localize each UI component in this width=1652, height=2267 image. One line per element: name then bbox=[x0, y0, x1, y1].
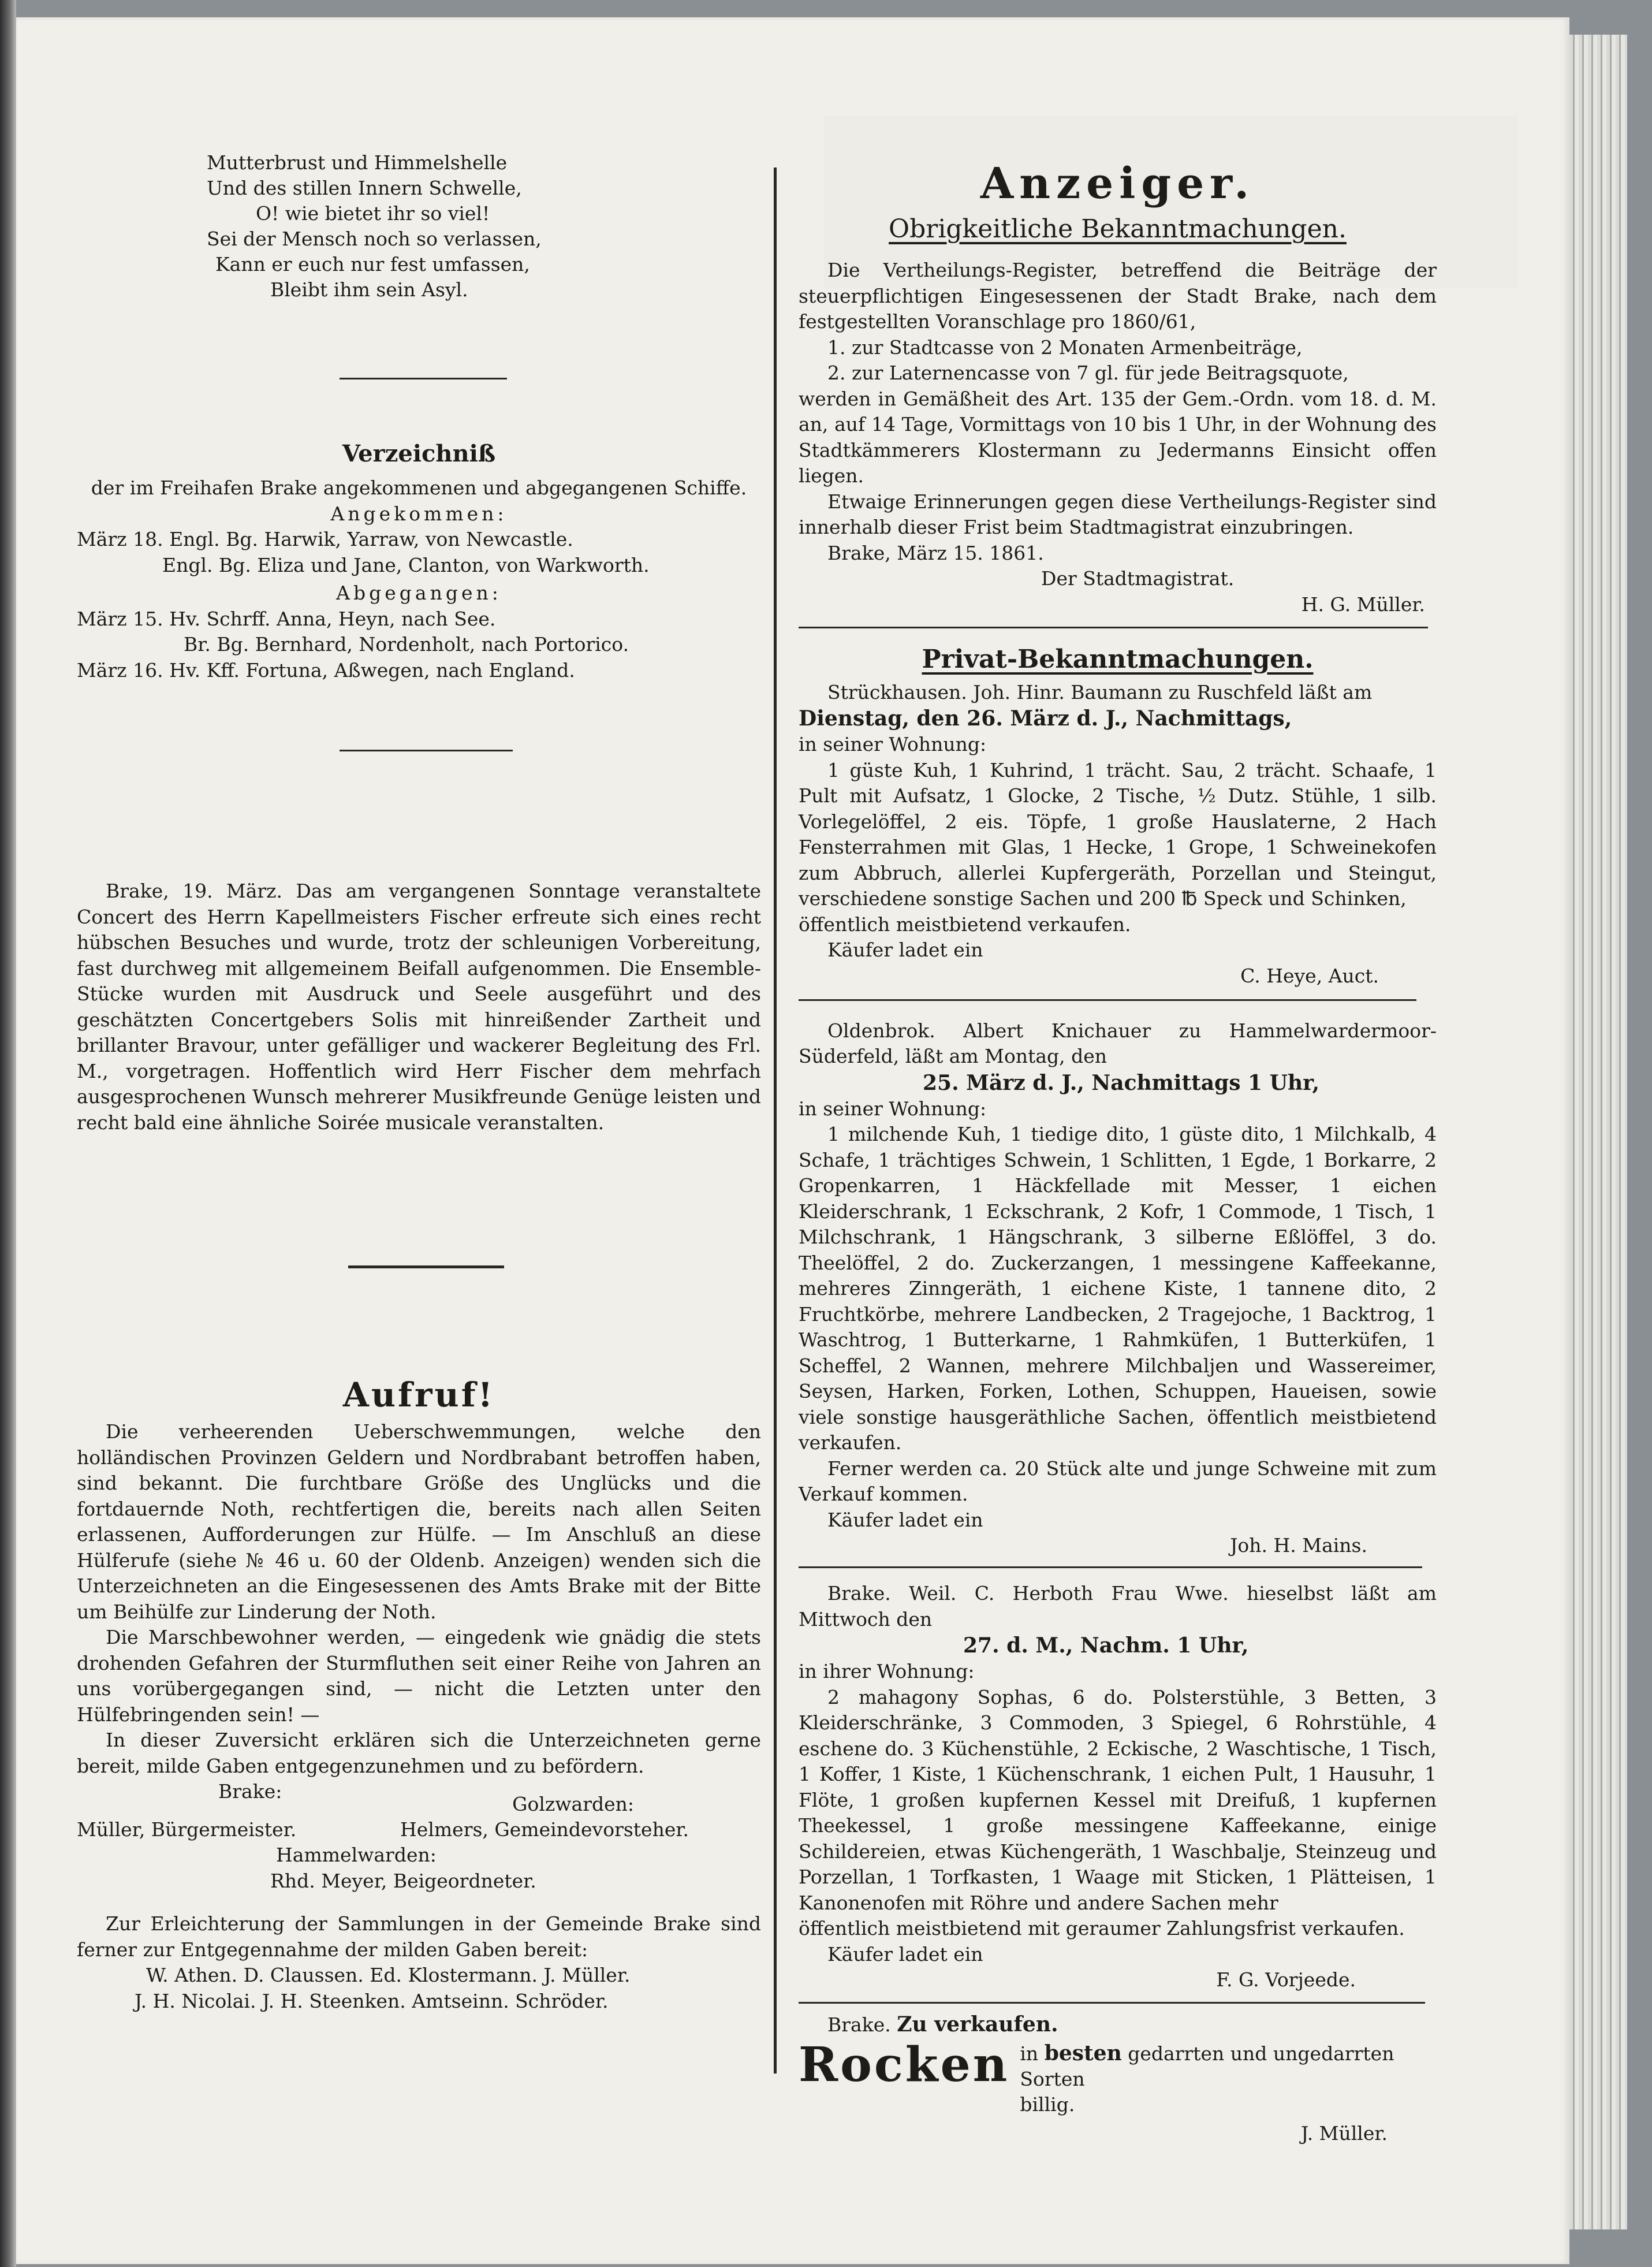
book-binding bbox=[0, 0, 16, 2267]
ad-date: 27. d. M., Nachm. 1 Uhr, bbox=[963, 1633, 1249, 1658]
ad-place: in seiner Wohnung: bbox=[799, 733, 987, 755]
ad-place: in seiner Wohnung: bbox=[799, 1097, 987, 1120]
notice-authority: Der Stadtmagistrat. bbox=[1041, 567, 1235, 590]
ad-buyers: Käufer ladet ein bbox=[827, 1508, 983, 1531]
ad-buyers: Käufer ladet ein bbox=[827, 939, 983, 961]
product-line-2: billig. bbox=[1020, 2093, 1075, 2116]
left-column bbox=[77, 147, 761, 2014]
departed-label: Abgegangen: bbox=[336, 582, 502, 604]
ad-items: 1 güste Kuh, 1 Kuhrind, 1 trächt. Sau, 2 trächt. Schaafe, 1 Pult mit Aufsatz, 1 Glocke, 2 Tische, ½ Dutz. Stühle, 1 silb. Vorlegelöffel, 2 eis. Töpfe, 1 große Hauslaterne, 2 Hach Fensterrahmen mit Glas, 1 Hecke, 1 Grope, 1 Schweinekofen zum Abbruch, allerlei Kupfergeräth, Porzellan und Steingut, verschiedene sonstige Sachen und 200 ℔ Speck und Schinken, bbox=[799, 758, 1437, 910]
ad-date: 25. März d. J., Nachmittags 1 Uhr, bbox=[923, 1070, 1320, 1095]
newspaper-page bbox=[16, 17, 1569, 2264]
ad-label: Zu verkaufen. bbox=[897, 2012, 1058, 2037]
ad-items: 1 milchende Kuh, 1 tiedige dito, 1 güste dito, 1 Milchkalb, 4 Schafe, 1 trächtiges Schwein, 1 Schlitten, 1 Egde, 1 Borkarre, 2 Gropenkarren, 1 Häckfellade mit Messer, 1 eichen Kleiderschrank, 1 Eckschrank, 2 Kofr, 1 Commode, 1 Tisch, 1 Milchschrank, 1 Hängschrank, 3 silberne Eßlöffel, 3 do. Theelöffel, 2 do. Zuckerzangen, 1 messingene Kaffeekanne, mehreres Zinngeräth, 1 eichene Kiste, 1 tannene dito, 2 Fruchtkörbe, mehrere Landbecken, 2 Tragejoche, 1 Backtrog, 1 Waschtrog, 1 Butterkarne, 1 Rahmküfen, 1 Butterküfen, 1 Scheffel, 2 Wannen, mehrere Milchbaljen und Wassereimer, Seysen, Harken, Forken, Lothen, Schuppen, Haueisen, sowie viele sonstige hausgeräthliche Sachen, öffentlich meistbietend verkaufen. bbox=[799, 1123, 1437, 1454]
notice-item: 2. zur Laternencasse von 7 gl. für jede Beitragsquote, bbox=[827, 362, 1349, 384]
signer: Müller, Bürgermeister. bbox=[77, 1818, 297, 1841]
auction-ad bbox=[799, 1581, 1437, 1993]
poem-line: Kann er euch nur fest umfassen, bbox=[215, 253, 530, 276]
notice-signature: H. G. Müller. bbox=[1301, 593, 1425, 616]
ship-entry: März 15. Hv. Schrff. Anna, Heyn, nach See. bbox=[77, 607, 496, 630]
ship-entry: Br. Bg. Bernhard, Nordenholt, nach Portorico. bbox=[184, 633, 629, 656]
poem-line: Und des stillen Innern Schwelle, bbox=[207, 177, 522, 199]
aufruf-paragraph: Zur Erleichterung der Sammlungen in der Gemeinde Brake sind ferner zur Entgegennahme der milden Gaben bereit: bbox=[77, 1912, 761, 1961]
signer: Rhd. Meyer, Beigeordneter. bbox=[270, 1869, 536, 1892]
ad-paragraph: Ferner werden ca. 20 Stück alte und junge Schweine mit zum Verkauf kommen. bbox=[799, 1457, 1437, 1505]
aufruf-paragraph: In dieser Zuversicht erklären sich die Unterzeichneten gerne bereit, milde Gaben entgegenzunehmen und zu befördern. bbox=[77, 1729, 761, 1777]
ad-place: in ihrer Wohnung: bbox=[799, 1660, 975, 1682]
notice-paragraph: werden in Gemäßheit des Art. 135 der Gem.-Ordn. vom 18. d. M. an, auf 14 Tage, Vormittags von 10 bis 1 Uhr, in der Wohnung des Stadtkämmerers Klostermann zu Jedermanns Einsicht offen liegen. bbox=[799, 387, 1437, 487]
product-text: in bbox=[1020, 2042, 1039, 2065]
ad-end: öffentlich meistbietend verkaufen. bbox=[799, 913, 1131, 936]
product-text: gedarrten und ungedarrten Sorten bbox=[1020, 2042, 1394, 2090]
poem-line: Mutterbrust und Himmelshelle bbox=[207, 151, 508, 174]
product-text-bold: besten bbox=[1044, 2041, 1122, 2065]
aufruf-title: Aufruf! bbox=[342, 1375, 495, 1414]
product-line-1 bbox=[1020, 2041, 1437, 2092]
separator-rule bbox=[799, 1566, 1422, 1568]
collector-names: W. Athen. D. Claussen. Ed. Klostermann. J. Müller. bbox=[146, 1964, 631, 1986]
poem-line: Bleibt ihm sein Asyl. bbox=[270, 278, 468, 301]
ships-title: Verzeichniß bbox=[342, 440, 496, 467]
poem bbox=[77, 150, 761, 303]
notice-paragraph: Die Vertheilungs-Register, betreffend die Beiträge der steuerpflichtigen Eingesessenen der Stadt Brake, nach dem festgestellten Voranschlage pro 1860/61, bbox=[799, 259, 1437, 333]
sale-ad bbox=[799, 2012, 1437, 2146]
ships-list bbox=[77, 440, 761, 683]
page-edges bbox=[1569, 35, 1627, 2229]
ad-signature: J. Müller. bbox=[1301, 2121, 1388, 2145]
ad-intro: Brake. bbox=[827, 2013, 891, 2036]
collector-names: J. H. Nicolai. J. H. Steenken. Amtseinn. Schröder. bbox=[135, 1989, 609, 2012]
product-line bbox=[799, 2038, 1437, 2117]
signer-row bbox=[77, 1817, 761, 1842]
official-notices-title: Obrigkeitliche Bekanntmachungen. bbox=[889, 214, 1347, 244]
aufruf-section bbox=[77, 1375, 761, 2014]
aufruf-paragraph: Die verheerenden Ueberschwemmungen, welche den holländischen Provinzen Geldern und Nordbrabant betroffen haben, sind bekannt. Die furchtbare Größe des Unglücks und die fortdauernde Noth, rechtfertigen die, bereits nach allen Seiten erlassenen, Aufforderungen zur Hülfe. — Im Anschluß an diese Hülferufe (siehe № 46 u. 60 der Oldenb. Anzeigen) wenden sich die Unterzeichneten an die Eingesessenen des Amts Brake mit der Bitte um Beihülfe zur Linderung der Noth. bbox=[77, 1420, 761, 1623]
ad-date: Dienstag, den 26. März d. J., Nachmittags, bbox=[799, 706, 1292, 731]
golzwarden-label: Golzwarden: bbox=[512, 1793, 634, 1815]
product-word: Rocken bbox=[799, 2037, 1010, 2093]
column-divider bbox=[774, 167, 777, 2074]
separator-rule bbox=[348, 1265, 504, 1268]
notice-paragraph: Etwaige Erinnerungen gegen diese Vertheilungs-Register sind innerhalb dieser Frist beim Stadtmagistrat einzubringen. bbox=[799, 490, 1437, 538]
brake-label: Brake: bbox=[218, 1780, 282, 1803]
ad-signature: Joh. H. Mains. bbox=[1230, 1534, 1367, 1557]
auction-ad bbox=[799, 1018, 1437, 1559]
ship-entry: März 16. Hv. Kff. Fortuna, Aßwegen, nach England. bbox=[77, 658, 575, 682]
poem-line: O! wie bietet ihr so viel! bbox=[256, 202, 490, 225]
arrived-label: Angekommen: bbox=[330, 502, 508, 525]
ad-buyers: Käufer ladet ein bbox=[827, 1942, 983, 1966]
notice-item: 1. zur Stadtcasse von 2 Monaten Armenbeiträge, bbox=[827, 336, 1303, 359]
separator-rule bbox=[340, 378, 507, 379]
notice-date: Brake, März 15. 1861. bbox=[827, 541, 1044, 564]
aufruf-paragraph: Die Marschbewohner werden, — eingedenk wie gnädig die stets drohenden Gefahren der Sturmfluthen seit einer Reihe von Jahren an uns vorübergegangen sind, — nicht die Letzten unter den Hülfebringenden sein! — bbox=[77, 1626, 761, 1726]
auction-ad bbox=[799, 680, 1437, 989]
ad-signature: C. Heye, Auct. bbox=[1240, 964, 1379, 987]
ad-items: 2 mahagony Sophas, 6 do. Polsterstühle, 3 Betten, 3 Kleiderschränke, 3 Commoden, 3 Spiegel, 6 Rohrstühle, 4 eschene do. 3 Küchenstühle, 2 Eckische, 2 Waschtische, 1 Tisch, 1 Koffer, 1 Kiste, 1 Küchenschrank, 1 eichen Pult, 1 Hausuhr, 1 Flöte, 1 großen kupfernen Kessel mit Dreifuß, 1 kupfernen Theekessel, 1 große messingene Kaffeekanne, einige Schildereien, etwas Küchengeräth, 1 Waschbalje, Steinzeug und Porzellan, 1 Torfkasten, 1 Waage mit Sticken, 1 Plätteisen, 1 Kanonenofen mit Röhre und andere Sachen mehr bbox=[799, 1685, 1437, 1914]
ad-intro-line bbox=[799, 2012, 1437, 2038]
right-column bbox=[799, 147, 1437, 2146]
poem-line: Sei der Mensch noch so verlassen, bbox=[207, 228, 542, 250]
ship-entry: März 18. Engl. Bg. Harwik, Yarraw, von Newcastle. bbox=[77, 528, 573, 550]
ad-intro: Brake. Weil. C. Herboth Frau Wwe. hieselbst läßt am Mittwoch den bbox=[799, 1582, 1437, 1631]
ad-intro: Strückhausen. Joh. Hinr. Baumann zu Ruschfeld läßt am bbox=[827, 680, 1373, 703]
ad-signature: F. G. Vorjeede. bbox=[1216, 1968, 1356, 1991]
private-notices-title: Privat-Bekanntmachungen. bbox=[922, 644, 1314, 674]
product-description bbox=[1009, 2038, 1437, 2117]
separator-rule bbox=[799, 2002, 1425, 2004]
separator-rule bbox=[799, 627, 1428, 628]
signer: Helmers, Gemeindevorsteher. bbox=[400, 1818, 689, 1841]
hammelwarden-label: Hammelwarden: bbox=[276, 1844, 437, 1866]
ad-end: öffentlich meistbietend mit geraumer Zahlungsfrist verkaufen. bbox=[799, 1917, 1405, 1940]
location-row bbox=[77, 1779, 761, 1817]
official-notice bbox=[799, 258, 1437, 617]
anzeiger-title: Anzeiger. bbox=[980, 159, 1255, 209]
concert-report: Brake, 19. März. Das am vergangenen Sonntage veranstaltete Concert des Herrn Kapellmeisters Fischer erfreute sich eines recht hübschen Besuches und wurde, trotz der schleunigen Vorbereitung, fast durchweg mit allgemeinem Beifall aufgenommen. Die Ensemble-Stücke wurden mit Ausdruck und Seele ausgeführt und des geschätzten Concertgebers Solis mit hinreißender Zartheit und brillanter Bravour, unter gefälliger und wackerer Begleitung des Frl. M., vorgetragen. Hoffentlich wird Herr Fischer dem mehrfach ausgesprochenen Wunsch mehrerer Musikfreunde Genüge leisten und recht bald eine ähnliche Soirée musicale veranstalten. bbox=[77, 880, 761, 1134]
ad-intro: Oldenbrok. Albert Knichauer zu Hammelwardermoor-Süderfeld, läßt am Montag, den bbox=[799, 1019, 1437, 1067]
separator-rule bbox=[799, 999, 1416, 1001]
ship-entry: Engl. Bg. Eliza und Jane, Clanton, von Warkworth. bbox=[162, 553, 650, 576]
separator-rule bbox=[340, 750, 513, 751]
ships-intro: der im Freihafen Brake angekommenen und abgegangenen Schiffe. bbox=[91, 477, 747, 499]
